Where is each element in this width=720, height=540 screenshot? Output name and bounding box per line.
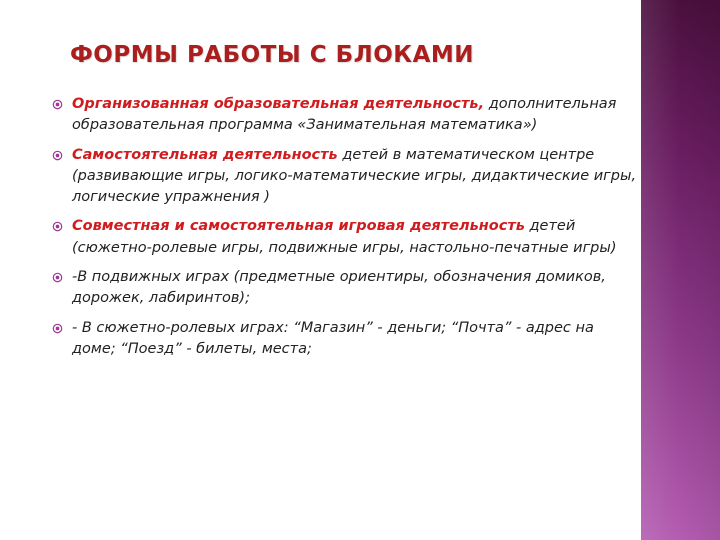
item-text: детей (сюжетно-ролевые игры, подвижные игры, настольно-печатные игры) <box>72 218 617 256</box>
list-item <box>52 145 638 209</box>
slide-title: ФОРМЫ РАБОТЫ С БЛОКАМИ <box>70 42 475 68</box>
bullet-list <box>52 94 638 368</box>
decorative-side-bar <box>641 0 720 540</box>
circled-dot-icon <box>52 221 63 232</box>
circled-dot-icon <box>52 99 63 110</box>
circled-dot-icon <box>52 150 63 161</box>
item-highlight: Самостоятельная деятельность <box>72 146 338 163</box>
circled-dot-icon <box>52 272 63 283</box>
item-text: детей в математическом центре (развивающие игры, логико-математические игры, дидактические игры, логические упражнения ) <box>72 146 637 206</box>
list-item <box>52 216 638 259</box>
item-highlight: Совместная и самостоятельная игровая деятельность <box>72 218 525 235</box>
side-bar-shine <box>641 0 720 540</box>
item-highlight: Организованная образовательная деятельность, <box>72 96 485 112</box>
list-item <box>52 267 638 310</box>
list-item <box>52 318 638 361</box>
item-text: -В подвижных играх (предметные ориентиры, обозначения домиков, дорожек, лабиринтов); <box>72 269 606 307</box>
list-item <box>52 94 638 137</box>
item-text: - В сюжетно-ролевых играх: “Магазин” - деньги; “Почта” - адрес на доме; “Поезд” - билеты, места; <box>72 319 594 357</box>
item-text: дополнительная образовательная программа «Занимательная математика») <box>72 96 617 134</box>
circled-dot-icon <box>52 323 63 334</box>
